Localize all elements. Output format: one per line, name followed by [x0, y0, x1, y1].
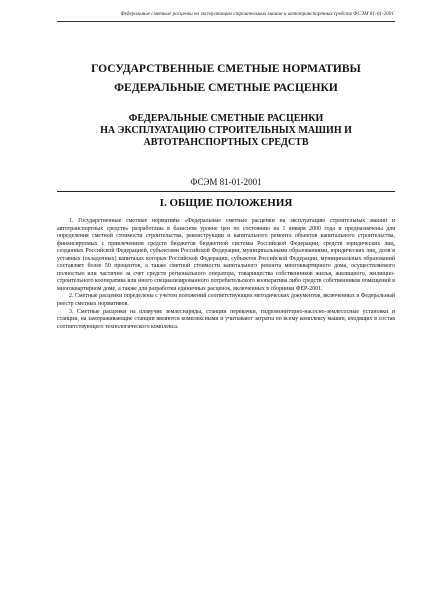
- section-body: [57, 218, 395, 331]
- code-divider: [57, 191, 395, 192]
- title-line-3: ФЕДЕРАЛЬНЫЕ СМЕТНЫЕ РАСЦЕНКИ: [128, 113, 324, 124]
- header-divider: [57, 21, 395, 22]
- title-line-1: ГОСУДАРСТВЕННЫЕ СМЕТНЫЕ НОРМАТИВЫ: [91, 63, 361, 75]
- title-line-2: ФЕДЕРАЛЬНЫЕ СМЕТНЫЕ РАСЦЕНКИ: [114, 82, 338, 94]
- paragraph-3: 3. Сметные расценки на плавучие землеснаряды, станции перекачки, гидромониторно-насосно-землесосные установки и станции, на замораживающие станции являются комплексными и учитывают затраты по всему комплексу машин, входящих в состав соответствующего технологического комплекса.: [57, 308, 395, 330]
- section-heading: I. ОБЩИЕ ПОЛОЖЕНИЯ: [159, 197, 293, 209]
- title-line-5: АВТОТРАНСПОРТНЫХ СРЕДСТВ: [143, 137, 309, 148]
- document-code: ФСЭМ 81-01-2001: [190, 177, 262, 187]
- running-header: Федеральные сметные расценки на эксплуатацию строительных машин и автотранспортных средств ФСЭМ 81-01-2001: [120, 11, 394, 17]
- paragraph-2: 2. Сметные расценки определены с учетом положений соответствующих методических документов, включенных в Федеральный реестр сметных нормативов.: [57, 293, 395, 308]
- paragraph-1: 1. Государственные сметные нормативы «Федеральные сметные расценки на эксплуатацию строительных машин и автотранспортных средств» разработаны в базисном уровне цен по состоянию на 1 января 2000 года и предназначены для определения сметной стоимости строительства, реконструкции и капитального ремонта объектов капитального строительства, финансируемых с привлечением средств бюджетов бюджетной системы Российской Федерации, средств юридических лиц, созданных Российской Федерацией, субъектами Российской Федерации, муниципальными образованиями, юридических лиц, доля в уставных (складочных) капиталах которых Российской Федерации, субъектов Российской Федерации, муниципальных образований составляет более 50 процентов, а также сметной стоимости капитального ремонта многоквартирного дома, осуществляемого полностью или частично за счет средств регионального оператора, товарищества собственников жилья, жилищного, жилищно-строительного кооператива или иного специализированного потребительского кооператива либо средств собственников помещений в многоквартирном доме, а также для разработки единичных расценок, включенных в сборники ФЕР-2001.: [57, 218, 395, 292]
- title-line-4: НА ЭКСПЛУАТАЦИЮ СТРОИТЕЛЬНЫХ МАШИН И: [100, 125, 352, 136]
